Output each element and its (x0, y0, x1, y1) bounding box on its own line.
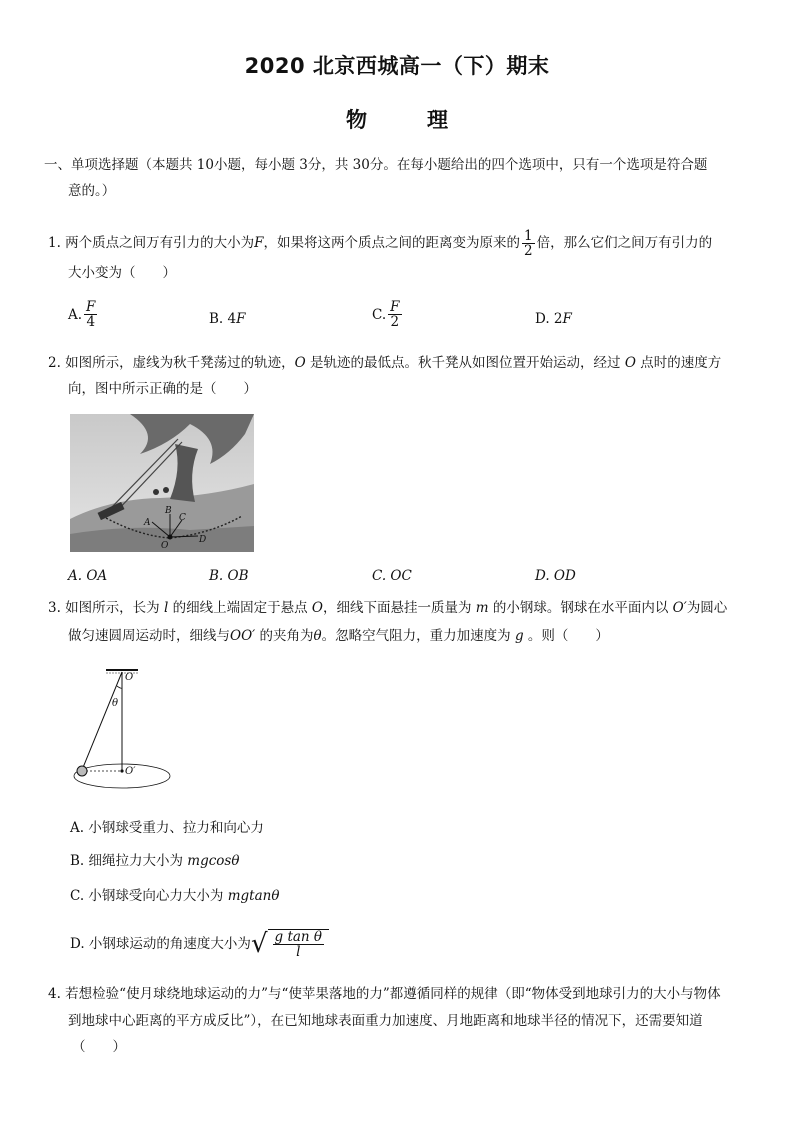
q3-option-a[interactable]: A. 小钢球受重力、拉力和向心力 (70, 820, 264, 836)
q1-stem (48, 224, 712, 262)
subject-char-2: 理 (427, 108, 448, 132)
q4-stem-line1: 4. 若想检验“使月球绕地球运动的力”与“使苹果落地的力”都遵循同样的规律（即“物体受到地球引力的大小与物体 (48, 986, 721, 1002)
q1-var-f: F (254, 235, 264, 251)
label-o: O (161, 541, 169, 551)
q1-option-c-fraction (388, 300, 401, 329)
q1-option-b[interactable] (209, 310, 245, 328)
q1-a-den: 4 (86, 314, 96, 330)
q3-stem-line1 (48, 599, 727, 617)
q3-stem-line2 (68, 627, 609, 645)
q3-var-op: O′ (672, 600, 687, 616)
q3-d-den: l (296, 944, 301, 960)
sqrt-expression (251, 929, 329, 959)
q1-option-c[interactable] (372, 300, 404, 329)
q1-option-a-fraction (84, 300, 97, 329)
q3-var-oop: OO′ (230, 628, 256, 644)
q3-option-c-text: C. 小钢球受向心力大小为 (70, 888, 228, 904)
q3-option-d-text: D. 小钢球运动的角速度大小为 (70, 936, 251, 952)
steel-ball (77, 766, 87, 776)
person-2 (163, 487, 169, 493)
q3-var-l: l (163, 600, 169, 616)
q1-stem-part1: 1. 两个质点之间万有引力的大小为 (48, 235, 255, 251)
q1-option-a-label: A. (68, 306, 83, 323)
q3-var-g: g (514, 628, 524, 644)
q3-line2-part3: 。忽略空气阻力，重力加速度为 (321, 628, 515, 644)
label-b: B (165, 506, 172, 516)
center-point (120, 769, 123, 772)
q1-c-den: 2 (390, 314, 400, 330)
string-line (82, 672, 122, 770)
q3-line2-part2: 的夹角为 (255, 628, 314, 644)
q3-d-fraction (273, 930, 325, 959)
pendulum-figure (72, 664, 182, 802)
q1-c-num: F (390, 299, 400, 315)
q2-stem-line1 (48, 354, 721, 372)
q3-option-d[interactable] (70, 922, 329, 966)
angle-arc (117, 686, 122, 688)
q1-fraction (522, 229, 535, 258)
q3-line1-part3: ，细线下面悬挂一质量为 (322, 600, 476, 616)
label-o-prime: O′ (125, 766, 136, 777)
subject-title (0, 104, 794, 134)
label-a: A (144, 518, 151, 528)
q3-option-b-expr: mgcosθ (187, 853, 240, 869)
q2-stem-line2: 向，图中所示正确的是（ ） (68, 381, 257, 397)
q1-stem-part2: ，如果将这两个质点之间的距离变为原来的 (263, 235, 521, 251)
q1-option-d[interactable] (535, 310, 572, 328)
q1-option-a[interactable] (68, 300, 99, 329)
q4-stem-line3: （ ） (72, 1039, 126, 1055)
subject-char-1: 物 (346, 108, 367, 132)
q2-option-c[interactable]: C. OC (372, 568, 412, 584)
q3-var-o: O (311, 600, 323, 616)
q3-line1-part1: 3. 如图所示，长为 (48, 600, 164, 616)
q1-option-d-var: F (562, 311, 572, 327)
q3-line2-part1: 做匀速圆周运动时，细线与 (68, 628, 230, 644)
q2-option-a[interactable]: A. OA (68, 568, 108, 584)
q1-option-b-label: B. 4 (209, 311, 237, 327)
q2-var-o2: O (624, 355, 636, 371)
q1-stem-part3: 倍，那么它们之间万有引力的 (536, 235, 713, 251)
sqrt-radicand (268, 929, 330, 959)
label-o: O (125, 672, 134, 683)
q1-frac-num: 1 (524, 227, 533, 244)
q1-stem-line2: 大小变为（ ） (68, 265, 176, 281)
q2-option-b[interactable]: B. OB (209, 568, 249, 584)
q3-option-c[interactable] (70, 887, 279, 905)
q3-line1-part4: 的小钢球。钢球在水平面内以 (488, 600, 673, 616)
q3-option-b[interactable] (70, 852, 239, 870)
q3-line2-part4: 。则（ ） (523, 628, 609, 644)
q3-option-b-text: B. 细绳拉力大小为 (70, 853, 188, 869)
q3-line1-part5: 为圆心 (686, 600, 728, 616)
q1-option-b-var: F (236, 311, 246, 327)
page-title: 2020 北京西城高一（下）期末 (244, 54, 550, 78)
q3-var-m: m (475, 600, 489, 616)
q3-option-c-expr: mgtanθ (227, 888, 280, 904)
section-heading-line2: 意的。） (68, 183, 116, 199)
q3-d-num: g tan θ (274, 929, 323, 945)
q2-line1-part1: 2. 如图所示，虚线为秋千凳荡过的轨迹， (48, 355, 295, 371)
label-theta: θ (112, 698, 119, 709)
q4-stem-line2: 到地球中心距离的平方成反比”），在已知地球表面重力加速度、月地距离和地球半径的情况下，还需要知道 (68, 1013, 703, 1029)
sqrt-sign-icon: √ (250, 929, 268, 959)
swing-figure (70, 414, 254, 552)
section-heading-line1: 一、单项选择题（本题共 10小题，每小题 3分，共 30分。在每小题给出的四个选项中，只有一个选项是符合题 (44, 157, 708, 173)
q2-var-o1: O (294, 355, 306, 371)
q1-option-d-label: D. 2 (535, 311, 563, 327)
q1-frac-den: 2 (524, 242, 533, 259)
q2-option-d[interactable]: D. OD (535, 568, 576, 584)
q3-var-theta: θ (313, 628, 322, 644)
q2-line1-part3: 点时的速度方 (635, 355, 722, 371)
q1-a-num: F (86, 299, 96, 315)
person-1 (153, 489, 159, 495)
q2-line1-part2: 是轨迹的最低点。秋千凳从如图位置开始运动，经过 (305, 355, 625, 371)
label-c: C (179, 513, 186, 523)
q3-line1-part2: 的细线上端固定于悬点 (168, 600, 312, 616)
label-d: D (199, 535, 207, 545)
q1-option-c-label: C. (372, 306, 387, 323)
